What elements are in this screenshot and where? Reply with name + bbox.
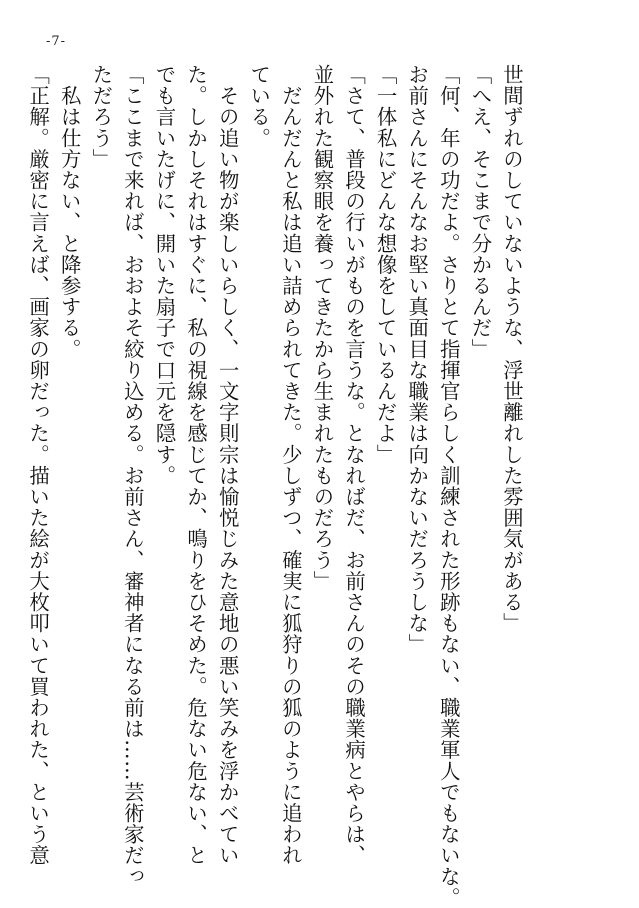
text-line: た。しかしそれはすぐに、私の視線を感じてか、鳴りをひそめた。危ない危ない、と <box>184 64 209 866</box>
text-line: でも言いたげに、開いた扇子で口元を隠す。 <box>152 64 177 486</box>
text-line: お前さんにそんなお堅い真面目な職業は向かないだろうしな」 <box>405 64 430 655</box>
page-number: -7- <box>46 34 67 49</box>
text-line: ただろう」 <box>89 64 114 170</box>
text-line: 私は仕方ない、と降参する。 <box>57 64 82 360</box>
text-line: 「正解。厳密に言えば、画家の卵だった。描いた絵が大枚叩いて買われた、という意 <box>26 64 51 866</box>
text-line: 「さて、普段の行いがものを言うな。となればだ、お前さんのその職業病とやらは、 <box>342 64 367 866</box>
text-line: だんだんと私は追い詰められてきた。少しずつ、確実に狐狩りの狐のように追われ <box>278 64 303 866</box>
vertical-text-body <box>26 64 527 908</box>
text-line: 「ここまで来れば、おおよそ絞り込める。お前さん、審神者になる前は……芸術家だっ <box>120 64 145 887</box>
text-line: ている。 <box>247 64 272 149</box>
text-line: 「一体私にどんな想像をしているんだよ」 <box>373 64 398 465</box>
text-line: 「へえ、そこまで分かるんだ」 <box>468 64 493 360</box>
text-line: 世間ずれのしていないような、浮世離れした雰囲気がある」 <box>500 64 524 634</box>
text-line: その追い物が楽しいらしく、一文字則宗は愉悦じみた意地の悪い笑みを浮かべてい <box>215 64 240 866</box>
text-line: 「何、年の功だよ。さりとて指揮官らしく訓練された形跡もない、職業軍人でもないな。 <box>436 64 461 908</box>
text-line: 並外れた観察眼を養ってきたから生まれたものだろう」 <box>310 64 335 592</box>
